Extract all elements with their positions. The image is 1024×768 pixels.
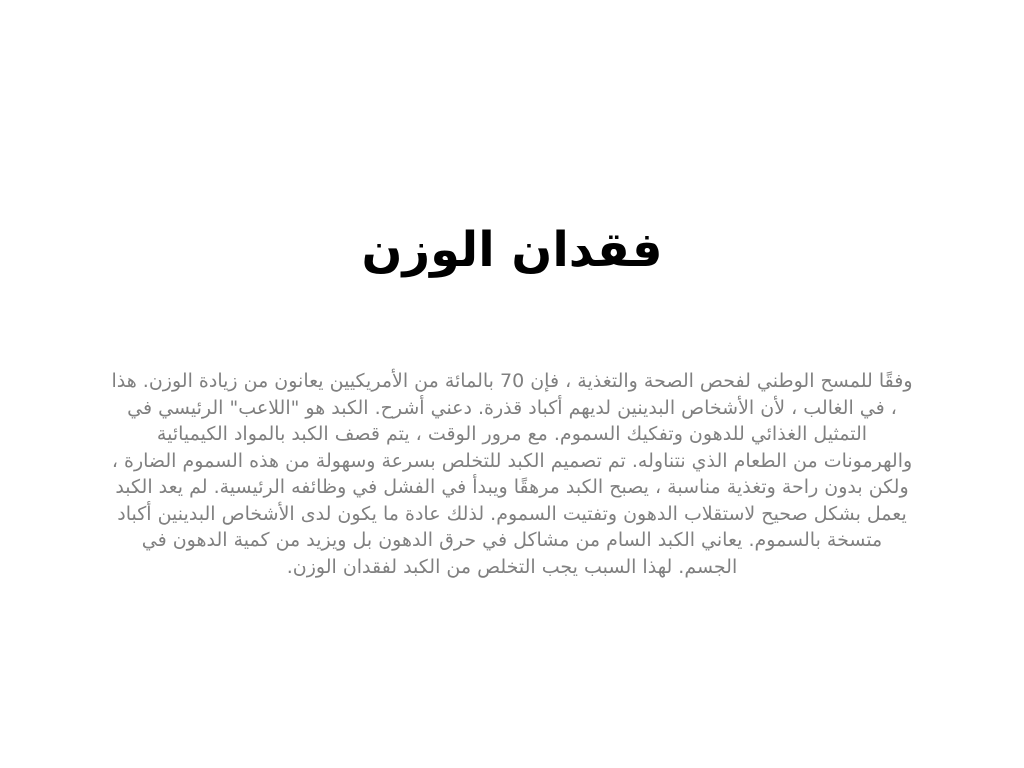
slide-title: فقدان الوزن [361,222,663,278]
slide-body-text: وفقًا للمسح الوطني لفحص الصحة والتغذية ، فإن 70 بالمائة من الأمريكيين يعانون من زيادة الوزن. هذا ، في الغالب ، لأن الأشخاص البدينين لديهم أكباد قذرة. دعني أشرح. الكبد هو "اللاعب" الرئيسي في التمثيل الغذائي للدهون وتفكيك السموم. مع مرور الوقت ، يتم قصف الكبد بالمواد الكيميائية والهرمونات من الطعام الذي نتناوله. تم تصميم الكبد للتخلص بسرعة وسهولة من هذه السموم الضارة ، ولكن بدون راحة وتغذية مناسبة ، يصبح الكبد مرهقًا ويبدأ في الفشل في وظائفه الرئيسية. لم يعد الكبد يعمل بشكل صحيح لاستقلاب الدهون وتفتيت السموم. لذلك عادة ما يكون لدى الأشخاص البدينين أكباد متسخة بالسموم. يعاني الكبد السام من مشاكل في حرق الدهون بل ويزيد من كمية الدهون في الجسم. لهذا السبب يجب التخلص من الكبد لفقدان الوزن. [111,370,913,578]
